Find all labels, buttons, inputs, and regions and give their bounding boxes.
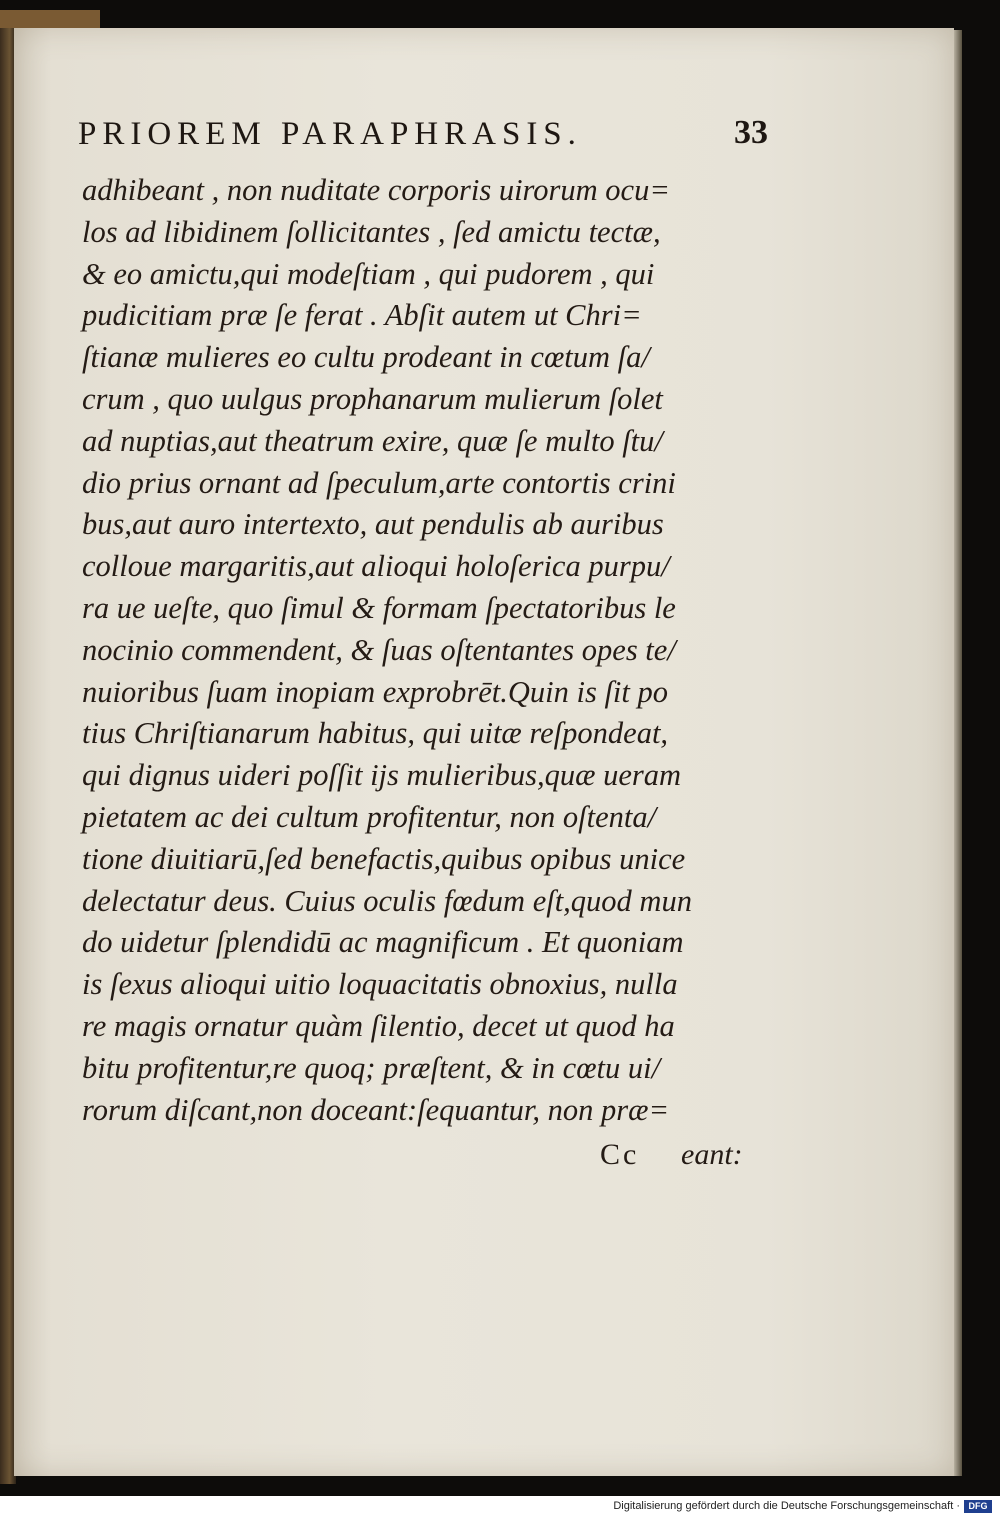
page-number: 33	[734, 114, 768, 151]
text-line: crum , quo uulgus prophanarum mulierum ſolet	[82, 381, 663, 416]
text-line: qui dignus uideri poſſit ijs mulieribus,quæ ueram	[82, 758, 682, 793]
text-line: re magis ornatur quàm ſilentio, decet ut quod ha	[82, 1008, 675, 1043]
body-text	[82, 170, 762, 1131]
book-cover-corner	[0, 10, 100, 28]
text-line: rorum diſcant,non doceant:ſequantur, non præ=	[82, 1092, 670, 1127]
text-line: los ad libidinem ſollicitantes , ſed amictu tectæ,	[82, 214, 661, 249]
signature-mark: Cc	[600, 1138, 640, 1171]
text-line: do uidetur ſplendidū ac magnificum . Et quoniam	[82, 925, 684, 960]
footer-credit: Digitalisierung gefördert durch die Deutsche Forschungsgemeinschaft ·	[613, 1500, 960, 1512]
text-line: is ſexus alioqui uitio loquacitatis obnoxius, nulla	[82, 967, 678, 1002]
text-line: bus,aut auro intertexto, aut pendulis ab auribus	[82, 507, 664, 542]
text-line: pietatem ac dei cultum profitentur, non oſtenta/	[82, 799, 657, 834]
text-line: ra ue ueſte, quo ſimul & formam ſpectatoribus le	[82, 590, 676, 625]
text-line: ſtianæ mulieres eo cultu prodeant in cœtum ſa/	[82, 340, 650, 375]
page-header	[78, 116, 778, 166]
text-line: tione diuitiarū,ſed benefactis,quibus opibus unice	[82, 841, 686, 876]
text-line: tius Chriſtianarum habitus, qui uitæ reſpondeat,	[82, 716, 669, 751]
text-line: bitu profitentur,re quoq; præſtent, & in cœtu ui/	[82, 1050, 661, 1085]
text-line: delectatur deus. Cuius oculis fœdum eſt,quod mun	[82, 883, 692, 918]
text-line: adhibeant , non nuditate corporis uirorum ocu=	[82, 173, 670, 207]
catchword: eant:	[681, 1138, 743, 1171]
text-line: & eo amictu,qui modeſtiam , qui pudorem , qui	[82, 256, 655, 291]
text-line: nuioribus ſuam inopiam exprobrēt.Quin is ſit po	[82, 674, 668, 709]
dfg-logo: DFG	[964, 1500, 992, 1513]
running-head: PRIOREM PARAPHRASIS.	[78, 116, 582, 152]
text-line: ad nuptias,aut theatrum exire, quæ ſe multo ſtu/	[82, 423, 663, 458]
text-line: dio prius ornant ad ſpeculum,arte contortis crini	[82, 465, 676, 500]
text-line: colloue margaritis,aut alioqui holoſerica purpu/	[82, 549, 670, 584]
text-line: pudicitiam præ ſe ferat . Abſit autem ut Chri=	[82, 298, 642, 333]
page-fore-edge	[954, 30, 962, 1476]
text-line: nocinio commendent, & ſuas oſtentantes opes te/	[82, 632, 676, 667]
